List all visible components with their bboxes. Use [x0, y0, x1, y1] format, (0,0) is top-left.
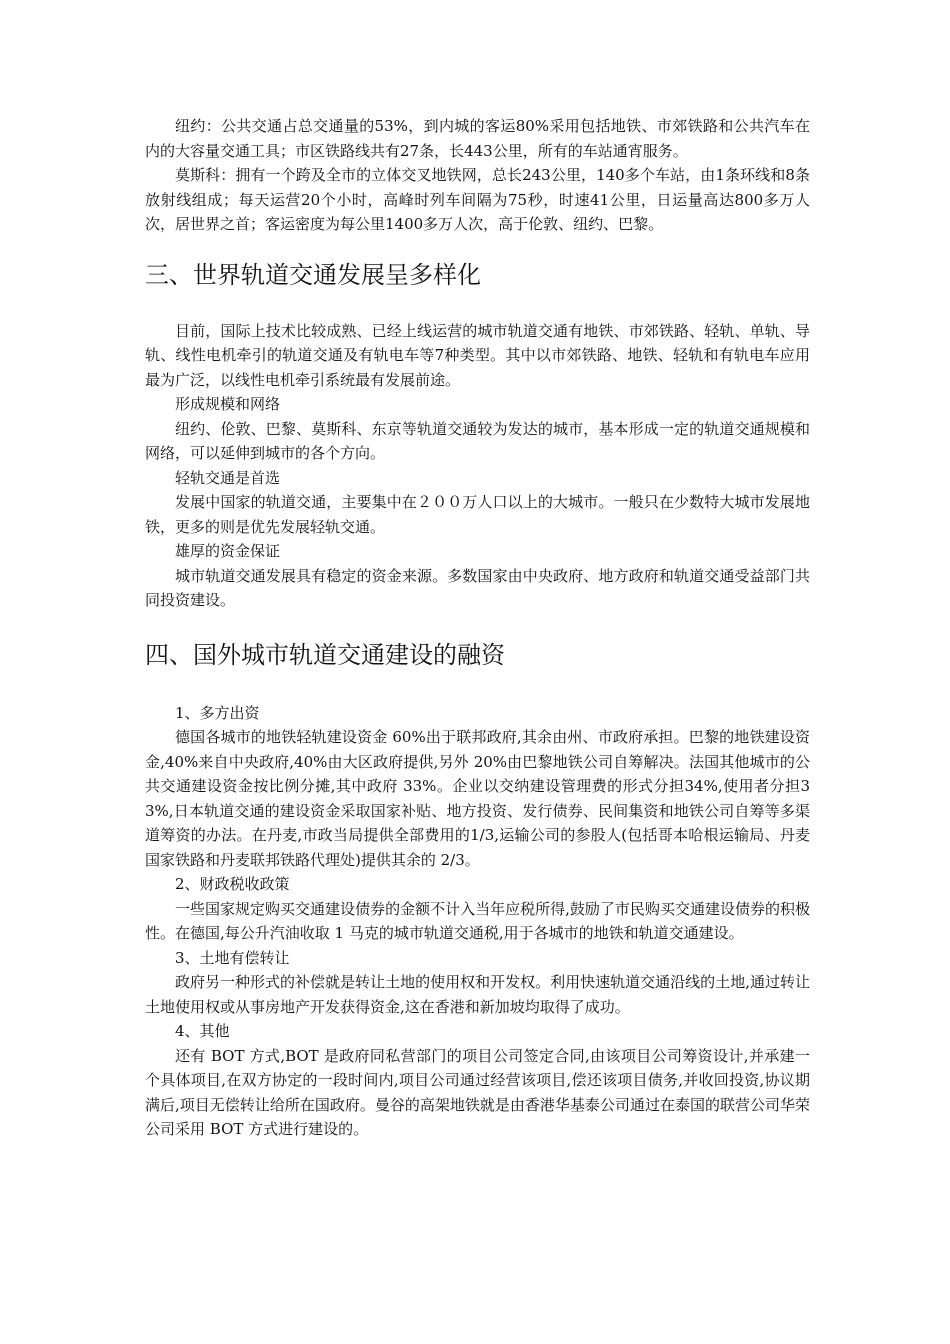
document-page: [145, 114, 810, 1142]
section-4-text-4: 还有 BOT 方式,BOT 是政府同私营部门的项目公司签定合同,由该项目公司筹资设计,并承建一个具体项目,在双方协定的一段时间内,项目公司通过经营该项目,偿还该项目债务,并收回投资,协议期满后,项目无偿转让给所在国政府。曼谷的高架地铁就是由香港华基泰公司通过在泰国的联营公司华荣公司采用 BOT 方式进行建设的。: [145, 1046, 810, 1138]
section-3-heading: 三、世界轨道交通发展呈多样化: [145, 260, 481, 289]
section-3-text-1: 纽约、伦敦、巴黎、莫斯科、东京等轨道交通较为发达的城市，基本形成一定的轨道交通规模和网络，可以延伸到城市的各个方向。: [145, 419, 810, 462]
section-3-subtitle-1: 形成规模和网络: [175, 395, 281, 413]
section-3-text-2: 发展中国家的轨道交通，主要集中在２００万人口以上的大城市。一般只在少数特大城市发展地铁，更多的则是优先发展轻轨交通。: [145, 493, 810, 536]
section-3-intro: 目前，国际上技术比较成熟、已经上线运营的城市轨道交通有地铁、市郊铁路、轻轨、单轨、导轨、线性电机牵引的轨道交通及有轨电车等7种类型。其中以市郊铁路、地铁、轻轨和有轨电车应用最为广泛，以线性电机牵引系统最有发展前途。: [145, 321, 810, 389]
section-4-subtitle-4: 4、其他: [175, 1022, 230, 1040]
section-4-subtitle-2: 2、财政税收政策: [175, 875, 290, 893]
section-4-subtitle-3: 3、土地有偿转让: [175, 948, 290, 967]
section-4-subtitle-1: 1、多方出资: [175, 703, 260, 722]
section-4-body: [145, 701, 810, 1142]
section-4-heading: 四、国外城市轨道交通建设的融资: [145, 640, 505, 669]
section-4-text-3: 政府另一种形式的补偿就是转让土地的使用权和开发权。利用快速轨道交通沿线的土地,通过转让土地使用权或从事房地产开发获得资金,这在香港和新加坡均取得了成功。: [145, 973, 810, 1016]
intro-section: [145, 114, 810, 237]
section-4-text-1: 德国各城市的地铁轻轨建设资金 60%出于联邦政府,其余由州、市政府承担。巴黎的地铁建设资金,40%来自中央政府,40%由大区政府提供,另外 20%由巴黎地铁公司自筹解决。法国其他城市的公共交通建设资金按比例分摊,其中政府 33%。企业以交纳建设管理费的形式分担34%,使用者分担33%,日本轨道交通的建设资金采取国家补贴、地方投资、发行债券、民间集资和地铁公司自筹等多渠道筹资的办法。在丹麦,市政当局提供全部费用的1/3,运输公司的参股人(包括哥本哈根运输局、丹麦国家铁路和丹麦联邦铁路代理处)提供其余的 2/3。: [145, 728, 810, 869]
section-3-body: [145, 319, 810, 613]
section-3-subtitle-3: 雄厚的资金保证: [175, 542, 281, 560]
section-4-text-2: 一些国家规定购买交通建设债券的金额不计入当年应税所得,鼓励了市民购买交通建设债券的积极性。在德国,每公升汽油收取 1 马克的城市轨道交通税,用于各城市的地铁和轨道交通建设。: [145, 899, 810, 942]
paragraph-new-york: 纽约：公共交通占总交通量的53%，到内城的客运80%采用包括地铁、市郊铁路和公共汽车在内的大容量交通工具；市区铁路线共有27条，长443公里，所有的车站通宵服务。: [145, 117, 810, 160]
section-3-subtitle-2: 轻轨交通是首选: [175, 468, 281, 487]
paragraph-moscow: 莫斯科：拥有一个跨及全市的立体交叉地铁网，总长243公里，140多个车站，由1条环线和8条放射线组成；每天运营20个小时，高峰时列车间隔为75秒，时速41公里，日运量高达800多万人次，居世界之首；客运密度为每公里1400多万人次，高于伦敦、纽约、巴黎。: [145, 166, 810, 233]
section-3-text-3: 城市轨道交通发展具有稳定的资金来源。多数国家由中央政府、地方政府和轨道交通受益部门共同投资建设。: [145, 566, 810, 609]
